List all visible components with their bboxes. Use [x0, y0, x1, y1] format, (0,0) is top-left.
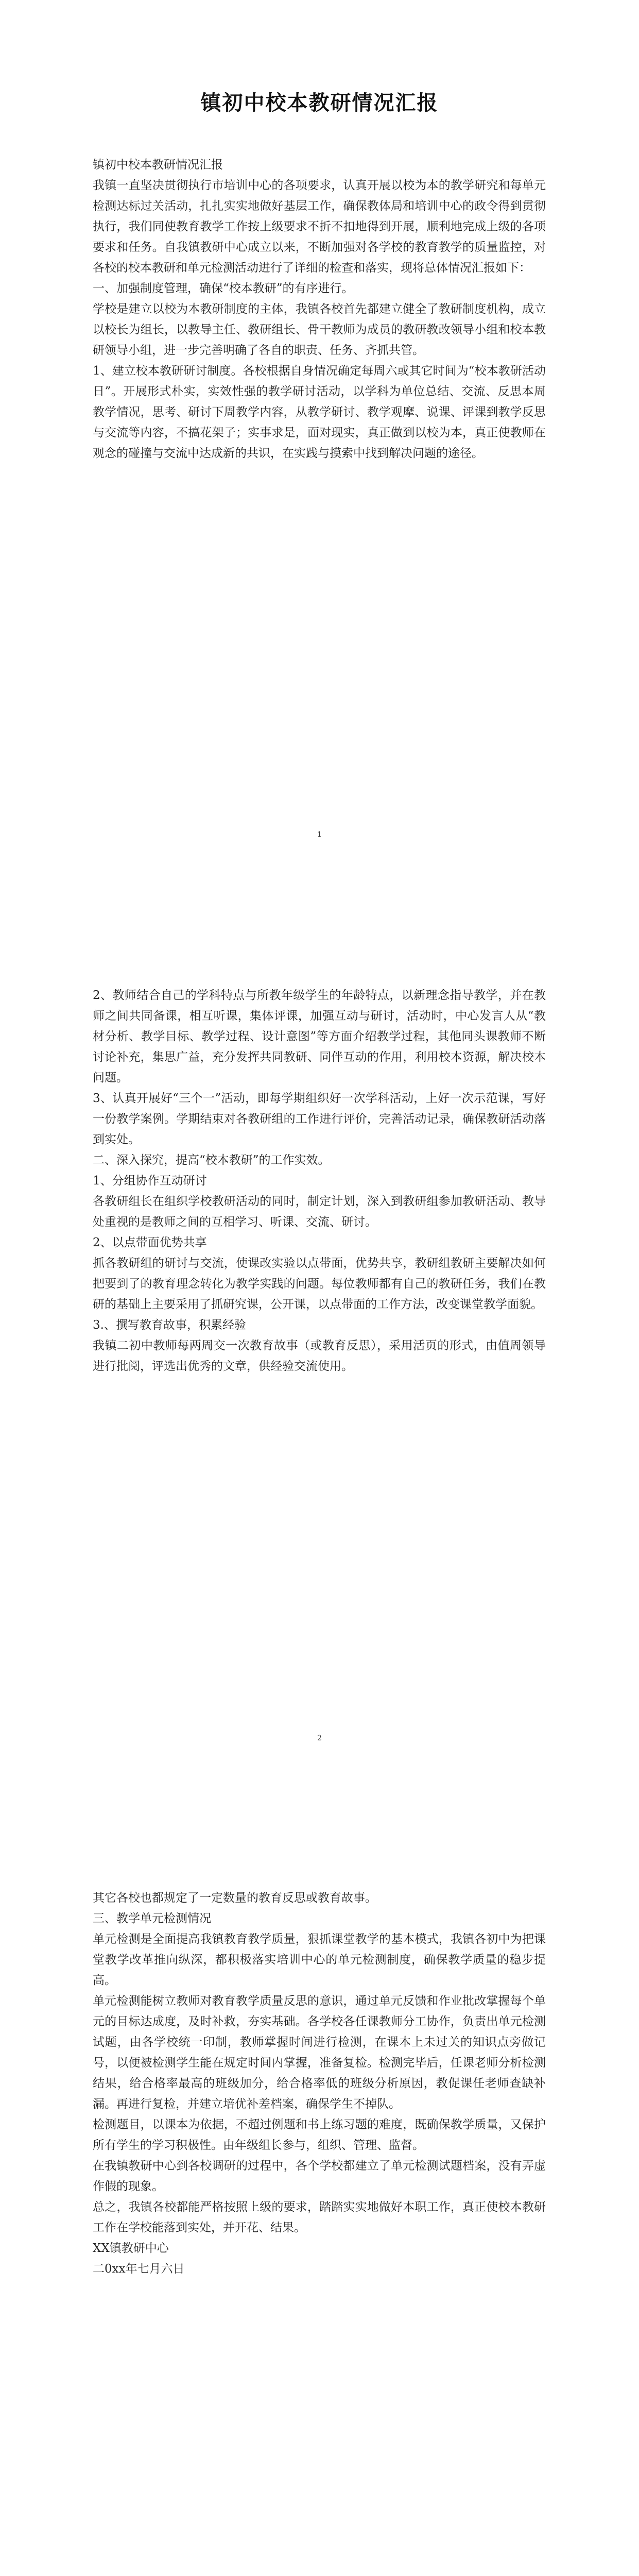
paragraph: 2、教师结合自己的学科特点与所教年级学生的年龄特点，以新理念指导教学，并在教师之间共同备课，相互听课，集体评课，加强互动与研讨，活动时，中心发言人从“教材分析、教学目标、教学过程、设计意图”等方面介绍教学过程，其他同头课教师不断讨论补充，集思广益，充分发挥共同教研、同伴互动的作用，利用校本资源，解决校本问题。 — [93, 989, 546, 1084]
section-heading: 一、加强制度管理，确保“校本教研”的有序进行。 — [93, 282, 354, 295]
paragraph: 在我镇教研中心到各校调研的过程中，各个学校都建立了单元检测试题档案，没有弄虚作假的现象。 — [93, 2159, 546, 2193]
paragraph: 3、认真开展好“三个一”活动，即每学期组织好一次学科活动，上好一次示范课，写好一份教学案例。学期结束对各教研组的工作进行评价，完善活动记录，确保教研活动落到实处。 — [93, 1092, 546, 1146]
section-heading: 二、深入探究，提高“校本教研”的工作实效。 — [93, 1154, 330, 1167]
page-number: 2 — [317, 1734, 322, 1742]
section-heading: 三、教学单元检测情况 — [93, 1912, 211, 1925]
paragraph: 镇初中校本教研情况汇报 — [93, 158, 223, 172]
paragraph: 各教研组长在组织学校教研活动的同时，制定计划，深入到教研组参加教研活动、教导处重视的是教师之间的互相学习、听课、交流、研讨。 — [93, 1195, 546, 1229]
document-title: 镇初中校本教研情况汇报 — [200, 91, 439, 115]
subsection-heading: 1、分组协作互动研讨 — [93, 1174, 207, 1188]
page-1-content — [93, 155, 546, 464]
paragraph: 总之，我镇各校都能严格按照上级的要求，踏踏实实地做好本职工作，真正使校本教研工作在学校能落到实处，并开花、结果。 — [93, 2200, 546, 2234]
paragraph: 抓各教研组的研讨与交流，使课改实验以点带面，优势共享，教研组教研主要解决如何把要到了的教育理念转化为教学实践的问题。每位教师都有自己的教研任务，我们在教研的基础上主要采用了抓研究课，公开课，以点带面的工作方法，改变课堂教学面貌。 — [93, 1257, 546, 1311]
page-1 — [0, 0, 639, 904]
page-number: 1 — [317, 831, 322, 839]
paragraph: 1、建立校本教研研讨制度。各校根据自身情况确定每周六或其它时间为“校本教研活动日”。开展形式朴实，实效性强的教学研讨活动，以学科为单位总结、交流、反思本周教学情况，思考、研讨下周教学内容，从教学研讨、教学观摩、说课、评课到教学反思与交流等内容，不搞花架子；实事求是，面对现实，真正做到以校为本，真正使教师在观念的碰撞与交流中达成新的共识，在实践与摸索中找到解决问题的途径。 — [93, 364, 546, 460]
page-2-content — [93, 985, 546, 1377]
subsection-heading: 3.、撰写教育故事，积累经验 — [93, 1318, 246, 1332]
paragraph: 单元检测能树立教师对教育教学质量反思的意识，通过单元反馈和作业批改掌握每个单元的目标达成度，及时补救，夯实基础。各学校各任课教师分工协作，负责出单元检测试题，由各学校统一印制，教师掌握时间进行检测，在课本上未过关的知识点旁做记号，以便被检测学生能在规定时间内掌握，准备复检。检测完毕后，任课老师分析检测结果，给合格率最高的班级加分，给合格率低的班级分析原因，教促课任老师查缺补漏。再进行复检，并建立培优补差档案，确保学生不掉队。 — [93, 1994, 546, 2111]
page-3 — [0, 1807, 639, 2576]
subsection-heading: 2、以点带面优势共享 — [93, 1236, 207, 1249]
page-2 — [0, 904, 639, 1807]
paragraph: 单元检测是全面提高我镇教育教学质量，狠抓课堂教学的基本模式，我镇各初中为把课堂教学改革推向纵深，都积极落实培训中心的单元检测制度，确保教学质量的稳步提高。 — [93, 1933, 546, 1987]
paragraph: 检测题目，以课本为依据，不超过例题和书上练习题的难度，既确保教学质量，又保护所有学生的学习积极性。由年级组长参与，组织、管理、监督。 — [93, 2118, 546, 2152]
page-3-content — [93, 1888, 546, 2279]
signature-date: 二0xx年七月六日 — [93, 2262, 185, 2276]
paragraph: 学校是建立以校为本教研制度的主体，我镇各校首先都建立健全了教研制度机构，成立以校长为组长，以教导主任、教研组长、骨干教师为成员的教研教改领导小组和校本教研领导小组，进一步完善明确了各自的职责、任务、齐抓共管。 — [93, 302, 546, 357]
paragraph: 其它各校也都规定了一定数量的教育反思或教育故事。 — [93, 1891, 377, 1905]
signature-org: XX镇教研中心 — [93, 2242, 169, 2255]
paragraph: 我镇二初中教师每两周交一次教育故事（或教育反思），采用活页的形式，由值周领导进行批阅，评选出优秀的文章，供经验交流使用。 — [93, 1339, 546, 1373]
paragraph: 我镇一直坚决贯彻执行市培训中心的各项要求，认真开展以校为本的教学研究和每单元检测达标过关活动，扎扎实实地做好基层工作，确保教体局和培训中心的政令得到贯彻执行，我们同使教育教学工作按上级要求不折不扣地得到开展，顺利地完成上级的各项要求和任务。自我镇教研中心成立以来，不断加强对各学校的教育教学的质量监控，对各校的校本教研和单元检测活动进行了详细的检查和落实，现将总体情况汇报如下： — [93, 179, 546, 275]
